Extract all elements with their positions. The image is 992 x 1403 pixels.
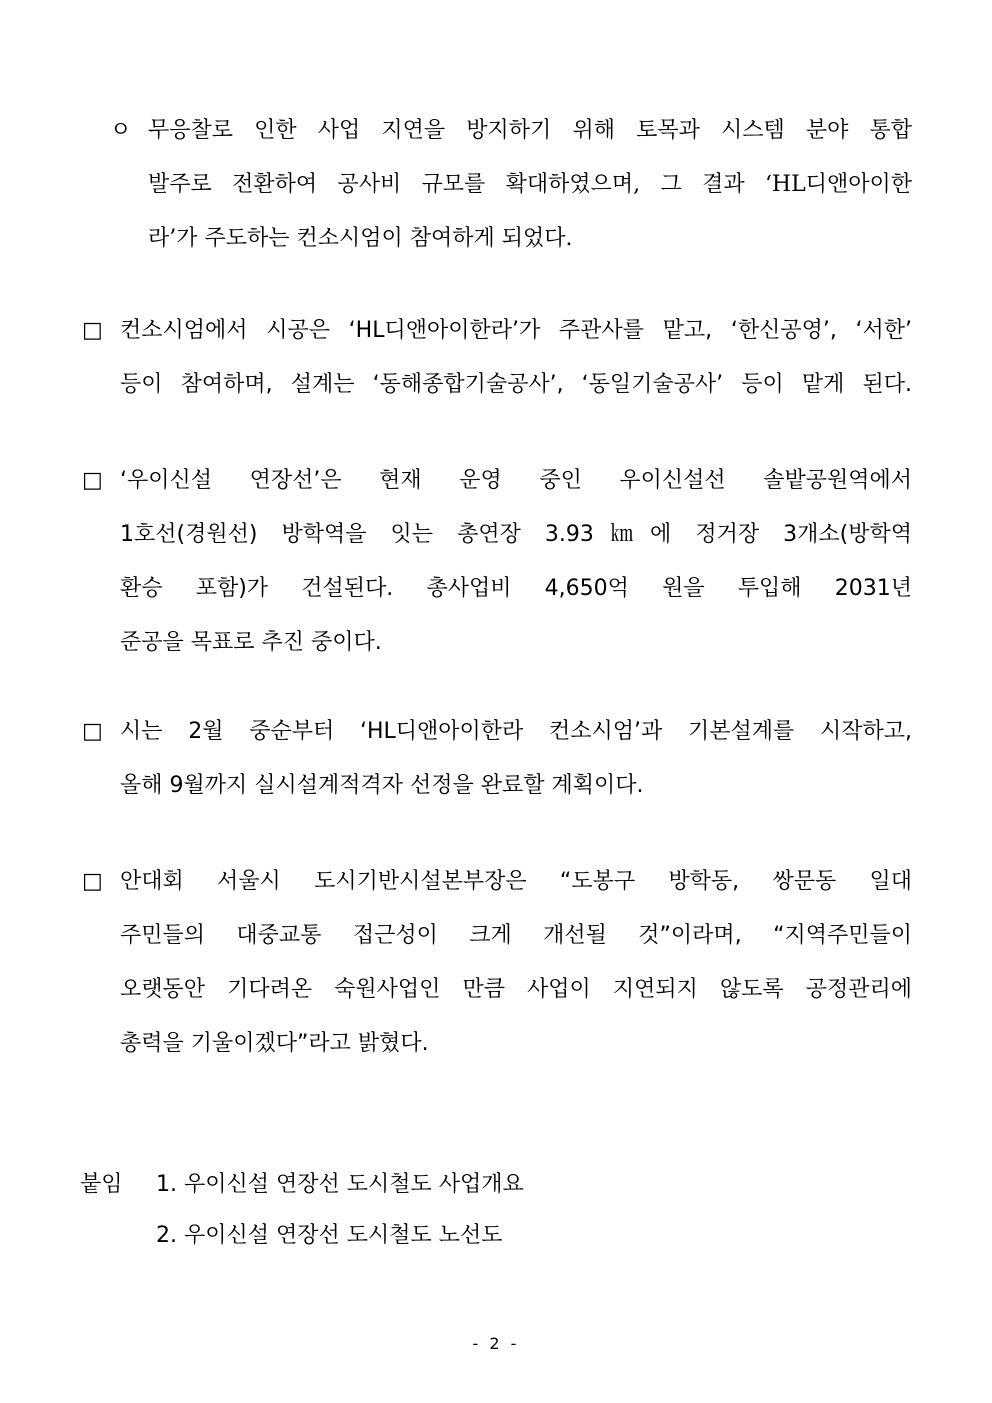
paragraph-line: 총력을 기울이겠다”라고 밝혔다. — [120, 1031, 429, 1056]
sub-bullet-line: 무응찰로 인한 사업 지연을 방지하기 위해 토목과 시스템 분야 통합 — [148, 118, 912, 143]
paragraph — [82, 454, 912, 670]
paragraph-line: 컨소시엄에서 시공은 ‘HL디앤아이한라’가 주관사를 맡고, ‘한신공영’, ‘서한’ — [120, 318, 912, 343]
attachments-label: 붙임 — [80, 1172, 123, 1197]
paragraph-line: 환승 포함)가 건설된다. 총사업비 4,650억 원을 투입해 2031년 — [120, 576, 912, 601]
checkbox-square-icon: □ — [82, 719, 103, 744]
sub-bullet-line: 발주로 전환하여 공사비 규모를 확대하였으며, 그 결과 ‘HL디앤아이한 — [148, 172, 912, 197]
checkbox-square-icon: □ — [82, 318, 103, 343]
paragraph — [82, 855, 912, 1071]
attachment-item: 1. 우이신설 연장선 도시철도 사업개요 — [156, 1172, 524, 1197]
circle-bullet-icon: ㅇ — [110, 118, 132, 143]
paragraph — [82, 705, 912, 813]
sub-bullet-line: 라’가 주도하는 컨소시엄이 참여하게 되었다. — [148, 226, 573, 251]
paragraph-line: 등이 참여하며, 설계는 ‘동해종합기술공사’, ‘동일기술공사’ 등이 맡게 된다. — [120, 372, 912, 397]
paragraph — [82, 304, 912, 412]
paragraph-line: 오랫동안 기다려온 숙원사업인 만큼 사업이 지연되지 않도록 공정관리에 — [120, 977, 912, 1002]
paragraph-line: 시는 2월 중순부터 ‘HL디앤아이한라 컨소시엄’과 기본설계를 시작하고, — [120, 719, 912, 744]
checkbox-square-icon: □ — [82, 468, 103, 493]
paragraph-line: 1호선(경원선) 방학역을 잇는 총연장 3.93㎞에 정거장 3개소(방학역 — [120, 522, 912, 547]
paragraph-line: 준공을 목표로 추진 중이다. — [120, 630, 382, 655]
paragraph-line: 안대회 서울시 도시기반시설본부장은 “도봉구 방학동, 쌍문동 일대 — [120, 869, 912, 894]
page-number: - 2 - — [472, 1334, 520, 1353]
paragraph-line: 주민들의 대중교통 접근성이 크게 개선될 것”이라며, “지역주민들이 — [120, 923, 912, 948]
paragraph-line: 올해 9월까지 실시설계적격자 선정을 완료할 계획이다. — [120, 773, 644, 798]
paragraph-line: ‘우이신설 연장선’은 현재 운영 중인 우이신설선 솔밭공원역에서 — [120, 468, 912, 493]
sub-bullet-item — [110, 104, 912, 266]
attachment-item: 2. 우이신설 연장선 도시철도 노선도 — [156, 1223, 503, 1248]
checkbox-square-icon: □ — [82, 869, 103, 894]
